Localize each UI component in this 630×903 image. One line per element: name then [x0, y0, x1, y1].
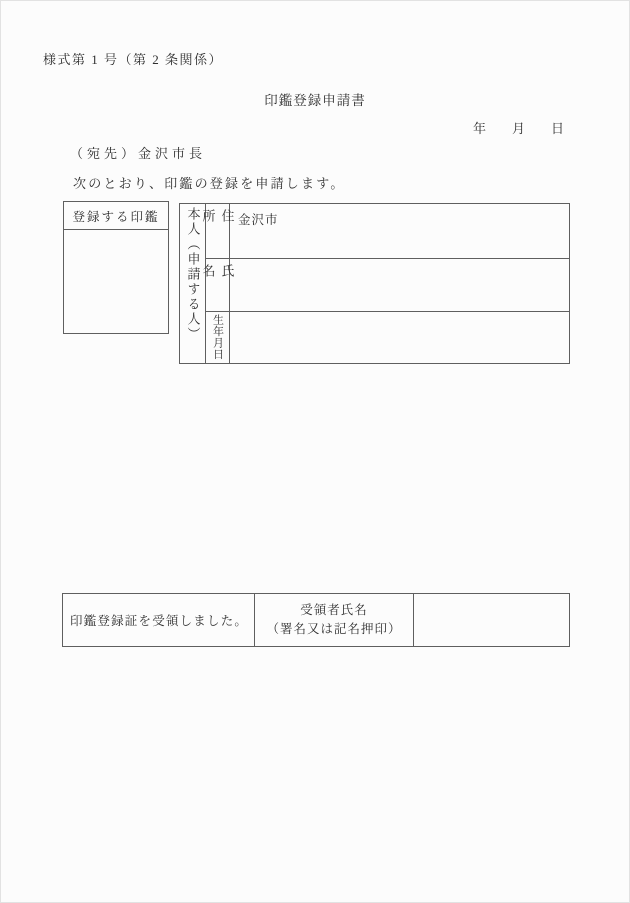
recipient-name-note: （署名又は記名押印）: [266, 622, 402, 636]
recipient-line: （宛先）金沢市長: [70, 146, 207, 161]
receipt-table: [62, 593, 570, 647]
birthdate-label: 生年月日: [211, 314, 224, 360]
date-line: 年 月 日: [473, 121, 565, 136]
name-label: 氏名: [200, 264, 235, 292]
name-value-cell: [230, 259, 569, 312]
birthdate-value-cell: [230, 312, 569, 363]
recipient-name-label: 受領者氏名: [300, 603, 368, 617]
seal-stamp-area: [64, 230, 168, 333]
form-number-text: 様式第 1 号（第 2 条関係）: [43, 52, 224, 67]
address-label: 住所: [200, 209, 235, 237]
page-title: 印鑑登録申請書: [264, 93, 366, 108]
seal-box-header: 登録する印鑑: [64, 202, 168, 230]
recipient-signature-cell: [414, 594, 569, 646]
recipient-name-header-cell: [255, 594, 414, 646]
applicant-person-header-label: 本人（申請する人）: [185, 207, 201, 342]
address-value-cell: [230, 204, 569, 259]
name-value: [230, 259, 569, 271]
birthdate-value: [230, 312, 569, 324]
seal-box: [63, 201, 169, 334]
address-value: 金沢市: [238, 213, 279, 227]
name-label-cell: [200, 259, 235, 312]
receipt-statement-cell: [63, 594, 255, 646]
address-label-cell: [200, 204, 235, 259]
receipt-statement-text: 印鑑登録証を受領しました。: [70, 614, 249, 628]
applicant-table: [179, 203, 570, 364]
intro-line: 次のとおり、印鑑の登録を申請します。: [73, 176, 346, 191]
birthdate-label-cell: [206, 312, 230, 363]
